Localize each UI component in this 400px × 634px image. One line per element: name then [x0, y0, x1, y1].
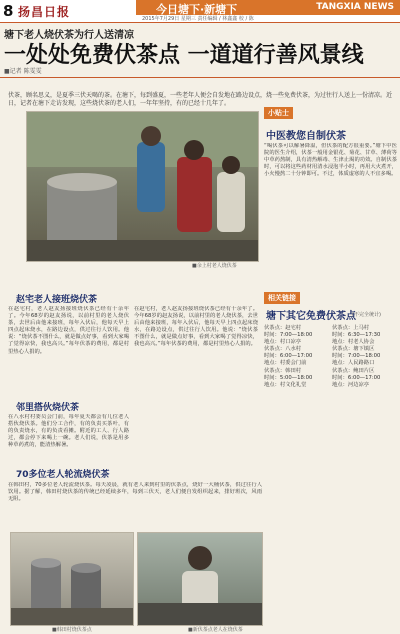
tip-tag: 小贴士: [264, 107, 293, 119]
related-title-note: (不完全统计): [352, 312, 381, 318]
section-title: 今日塘下·新塘下: [156, 3, 238, 16]
list-item: 地点：河边凉亭: [332, 381, 370, 388]
list-item: 时间：6:30—17:30: [332, 332, 381, 339]
section-en: TANGXIA NEWS: [316, 2, 394, 12]
subhead-70-elders: 70多位老人轮流烧伏茶: [16, 470, 110, 480]
list-item: 时间：6:00—17:00: [332, 374, 381, 381]
list-item: 伏茶点：上马村: [332, 325, 370, 331]
tip-body: “喝伏茶可以解暑降温，但伏茶的配方很重要。”塘下中医院的医生介绍，伏茶一般用金银花、菊花、甘草、薄荷等中草药熬制，具有清热解毒、生津止渴的功效。自制伏茶时，可以将这些药材用清水浸泡半小时，再用大火煮开，小火慢熬二十分钟即可。不过，体质虚寒的人不宜多喝。: [264, 143, 397, 178]
list-item: 地点：村口凉亭: [264, 339, 302, 346]
related-tag: 相关链接: [264, 292, 300, 304]
related-list-right: [332, 325, 396, 389]
headline: 一处处免费伏茶点 一道道行善风景线: [4, 42, 364, 68]
list-item: 地点：村老人协会: [332, 339, 375, 346]
main-photo-caption: ■余上村老人烧伏茶: [192, 263, 237, 269]
body-70-elders: 在韩田村，70多位老人轮流烧伏茶。每天凌晨，就有老人来到村里的伏茶点，烧好一大桶伏茶，供过往行人饮用。据了解，韩田村烧伏茶的传统已经延续多年，每到三伏天，老人们便自发组织起来，排好班次，风雨无阻。: [8, 482, 262, 503]
kicker: 塘下老人烧伏茶为行人送清凉: [4, 30, 134, 41]
list-item: 时间：7:00—18:00: [264, 332, 313, 339]
list-item: 时间：5:00—18:00: [264, 374, 313, 381]
list-item: 伏茶点：鲍田片区: [332, 367, 375, 374]
dateline: 2015年7月29日 星期三 责任编辑 / 林鑫鑫 校 / 陈: [142, 16, 254, 22]
body-middle-column: 在赵宅村，老人赵友扬接班烧伏茶已经有十余年了。今年68岁的赵友扬说，以前村里的老人烧伏茶，去世后由他来接班，每年入伏后，他每天早上四点起床烧水，在路边设点，供过往行人饮用。他说：“烧伏茶不图什么，就是做点好事，看到大家喝了觉得凉快，我也高兴。”每年伏茶的费用，都是村里热心人捐的。: [134, 306, 258, 348]
bottom-photo-right-caption: ■新伏茶点老人在烧伏茶: [188, 627, 243, 633]
masthead: [0, 0, 400, 23]
list-item: 伏茶点：韩田村: [264, 367, 302, 374]
elder-illustration: [138, 533, 262, 625]
bottom-photo-right: [137, 532, 263, 626]
main-photo-illustration: [27, 112, 258, 261]
list-item: 伏茶点：赵宅村: [264, 325, 302, 331]
list-item: 伏茶点：塘下镇区: [332, 346, 375, 353]
bottom-photo-left-caption: ■韩田村烧伏茶点: [52, 627, 92, 633]
list-item: 地点：村文化礼堂: [264, 381, 307, 388]
paper-logo: 扬昌日报: [18, 5, 71, 19]
list-item: 时间：6:00—17:00: [264, 353, 313, 360]
title-divider: [0, 77, 400, 78]
page-number: 8: [3, 2, 14, 20]
lead-paragraph: 伏茶，顾名思义，是夏季三伏天喝的茶。在塘下，每到盛夏，一些老年人便会自发地在路边设点，烧一些免费伏茶，为过往行人送上一份清凉。近日，记者在塘下走访发现，这些烧伏茶的老人们，一年年坚持，有的已经十几年了。: [8, 92, 393, 107]
main-photo: [26, 111, 259, 262]
list-item: 伏茶点：八水村: [264, 346, 302, 353]
subhead-neighbors: 邻里搭伙烧伏茶: [16, 403, 80, 413]
tip-title: 中医教您自制伏茶: [266, 131, 346, 142]
list-item: 地点：村委会门前: [264, 360, 307, 367]
subhead-zhaozhai: 赵宅老人接班烧伏茶: [16, 295, 98, 305]
related-title: 塘下其它免费伏茶点: [266, 311, 356, 322]
body-neighbors: 在八水村村委员会门前，每年夏天都会有几位老人搭伙烧伏茶。他们分工合作，有的负责买茶叶，有的负责烧水，有的负责看摊。附近的工人、行人路过，都会停下来喝上一碗。老人们说，伏茶是用多种草药煮的，能清热解暑。: [8, 414, 129, 449]
bottom-photo-left: [10, 532, 134, 626]
tea-barrel-illustration: [11, 533, 133, 625]
byline: ■记者 陈雯雯: [4, 68, 42, 75]
list-item: 地点：人民路路口: [332, 360, 375, 367]
related-list-left: [264, 325, 326, 389]
list-item: 时间：7:00—18:00: [332, 353, 381, 360]
body-zhaozhai: 在赵宅村，老人赵友扬接班烧伏茶已经有十余年了。今年68岁的赵友扬说，以前村里的老人烧伏茶，去世后由他来接班，每年入伏后，他每天早上四点起床烧水，在路边设点，供过往行人饮用。他说：“烧伏茶不图什么，就是做点好事，看到大家喝了觉得凉快，我也高兴。”每年伏茶的费用，都是村里热心人捐的。: [8, 306, 129, 355]
